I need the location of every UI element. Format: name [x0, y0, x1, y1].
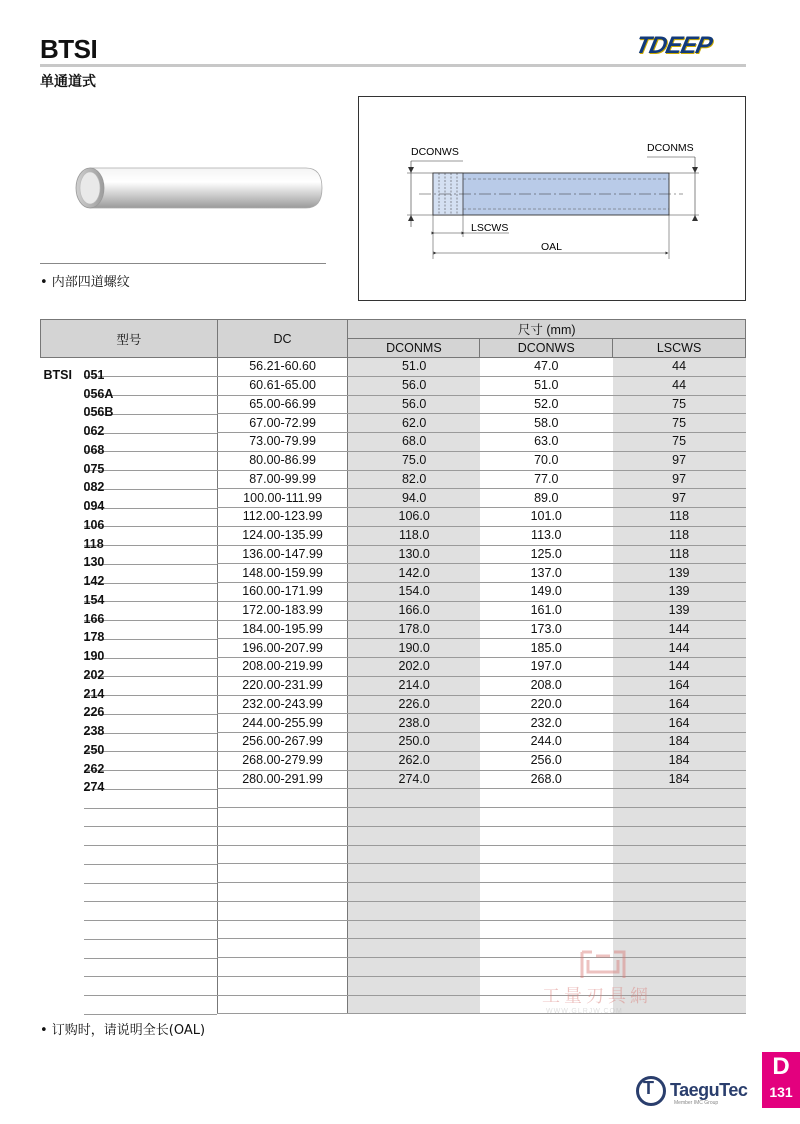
cell-model: [41, 883, 218, 902]
cell-dconms: 214.0: [348, 676, 480, 695]
table-row: [41, 714, 746, 733]
table-row: [41, 414, 746, 433]
cell-model: [41, 676, 218, 701]
cell-dconws: 51.0: [480, 376, 613, 395]
cell-dconms: 154.0: [348, 583, 480, 602]
cell-dc: [217, 958, 348, 977]
emblem-letter: T: [643, 1078, 654, 1098]
cell-model: [41, 733, 218, 757]
model-code: 056B: [83, 405, 114, 420]
cell-dc: 124.00-135.99: [217, 526, 348, 545]
cell-model: [41, 601, 218, 626]
cell-dc: 280.00-291.99: [217, 770, 348, 789]
model-code: 178: [83, 630, 105, 645]
cell-dconws: 161.0: [480, 601, 613, 620]
cell-lscws: 139: [613, 564, 746, 583]
cell-dconms: 56.0: [348, 395, 480, 414]
cell-dc: [217, 995, 348, 1014]
cell-dconws: [480, 789, 613, 808]
page-number: 131: [769, 1084, 793, 1100]
cell-dconws: 113.0: [480, 526, 613, 545]
cell-lscws: 164: [613, 676, 746, 695]
cell-dconms: 238.0: [348, 714, 480, 733]
tdeep-logo: [633, 32, 748, 62]
cell-model: [41, 901, 218, 920]
cell-model: [41, 845, 218, 864]
table-row: [41, 808, 746, 827]
watermark-text: 工量刃具網: [542, 986, 652, 1007]
cell-dc: 100.00-111.99: [217, 489, 348, 508]
cell-dconws: [480, 845, 613, 864]
table-row: [41, 789, 746, 808]
table-row: [41, 676, 746, 695]
cell-model: [41, 826, 218, 845]
cell-model: [41, 639, 218, 664]
cell-dconws: 52.0: [480, 395, 613, 414]
taegutec-logo: [636, 1074, 756, 1110]
cell-lscws: 139: [613, 583, 746, 602]
feature-note: • 内部四道螺纹: [40, 275, 130, 290]
tube-product-image: [60, 140, 330, 230]
cell-dc: [217, 789, 348, 808]
header-dconms: DCONMS: [348, 339, 480, 358]
table-row: [41, 545, 746, 564]
cell-dc: [217, 939, 348, 958]
cell-model: [41, 526, 218, 551]
cell-dc: 172.00-183.99: [217, 601, 348, 620]
cell-lscws: 118: [613, 526, 746, 545]
section-letter: D: [772, 1053, 790, 1080]
cell-model: [41, 658, 218, 682]
cell-dconms: 226.0: [348, 695, 480, 714]
cell-dconms: [348, 808, 480, 827]
cell-dconws: 208.0: [480, 676, 613, 695]
model-code: 075: [83, 461, 105, 476]
model-code: 094: [83, 499, 105, 514]
cell-dconms: 262.0: [348, 751, 480, 770]
cell-dconws: 256.0: [480, 751, 613, 770]
model-code: 202: [83, 667, 105, 682]
table-row: [41, 901, 746, 920]
cell-lscws: 75: [613, 414, 746, 433]
cell-dc: 73.00-79.99: [217, 433, 348, 452]
cell-dc: 232.00-243.99: [217, 695, 348, 714]
model-code: 238: [83, 724, 105, 739]
cell-model: [41, 770, 218, 795]
table-row: [41, 358, 746, 377]
cell-lscws: [613, 901, 746, 920]
cell-dconms: 56.0: [348, 376, 480, 395]
cell-model: [41, 564, 218, 589]
cell-lscws: [613, 883, 746, 902]
table-row: [41, 639, 746, 658]
cell-lscws: 44: [613, 376, 746, 395]
model-code: 082: [83, 480, 105, 495]
model-code: 056A: [83, 386, 114, 401]
cell-lscws: [613, 789, 746, 808]
cell-dc: [217, 826, 348, 845]
cell-dc: 268.00-279.99: [217, 751, 348, 770]
cell-dconms: 62.0: [348, 414, 480, 433]
cell-dc: 136.00-147.99: [217, 545, 348, 564]
cell-model: [41, 395, 218, 420]
cell-dconms: 202.0: [348, 658, 480, 677]
model-code: 118: [83, 536, 104, 551]
cell-lscws: 75: [613, 395, 746, 414]
cell-dconms: 130.0: [348, 545, 480, 564]
table-row: [41, 864, 746, 883]
table-row: [41, 601, 746, 620]
model-code: 250: [83, 742, 105, 757]
cell-dconms: 94.0: [348, 489, 480, 508]
table-row: [41, 489, 746, 508]
cell-dc: 60.61-65.00: [217, 376, 348, 395]
cell-lscws: 118: [613, 508, 746, 527]
cell-lscws: 144: [613, 639, 746, 658]
cell-dc: 148.00-159.99: [217, 564, 348, 583]
model-prefix: BTSI: [43, 368, 72, 383]
section-tab: [762, 1052, 800, 1108]
cell-dc: [217, 864, 348, 883]
spec-table: [40, 319, 746, 1014]
cell-dc: [217, 883, 348, 902]
model-code: 190: [83, 649, 105, 664]
cell-lscws: 144: [613, 658, 746, 677]
model-code: 130: [83, 555, 105, 570]
cell-model: [41, 958, 218, 977]
cell-model: [41, 451, 218, 476]
cell-lscws: 97: [613, 489, 746, 508]
cell-model: [41, 358, 218, 383]
cell-dconms: [348, 958, 480, 977]
header-model: 型号: [41, 320, 218, 358]
header-lscws: LSCWS: [613, 339, 746, 358]
table-row: [41, 470, 746, 489]
table-row: [41, 451, 746, 470]
cell-lscws: 44: [613, 358, 746, 377]
model-code: 262: [83, 761, 105, 776]
cell-dc: 56.21-60.60: [217, 358, 348, 377]
cell-dconws: 268.0: [480, 770, 613, 789]
table-row: [41, 376, 746, 395]
label-dconws-left: DCONWS: [411, 146, 459, 158]
cell-dconws: [480, 808, 613, 827]
cell-lscws: 97: [613, 470, 746, 489]
cell-dconws: 232.0: [480, 714, 613, 733]
cell-dconws: 70.0: [480, 451, 613, 470]
cell-lscws: [613, 864, 746, 883]
cell-dc: [217, 976, 348, 995]
cell-lscws: 184: [613, 751, 746, 770]
cell-dconws: 47.0: [480, 358, 613, 377]
table-row: [41, 433, 746, 452]
feature-divider: [40, 263, 326, 264]
cell-dconws: [480, 864, 613, 883]
cell-dconws: 125.0: [480, 545, 613, 564]
table-row: [41, 395, 746, 414]
cell-lscws: 164: [613, 714, 746, 733]
table-row: [41, 826, 746, 845]
model-code: 274: [83, 780, 105, 795]
cell-dconms: 118.0: [348, 526, 480, 545]
table-row: [41, 751, 746, 770]
page-subtitle: 单通道式: [40, 74, 96, 90]
model-code: 154: [83, 592, 105, 607]
cell-dconms: 250.0: [348, 733, 480, 752]
cell-model: [41, 508, 218, 532]
cell-lscws: 75: [613, 433, 746, 452]
cell-dconms: [348, 826, 480, 845]
cell-model: [41, 433, 218, 457]
cell-model: [41, 789, 218, 808]
cell-lscws: [613, 826, 746, 845]
model-code: 068: [83, 442, 105, 457]
cell-dc: 208.00-219.99: [217, 658, 348, 677]
cell-dconms: 178.0: [348, 620, 480, 639]
cell-dc: 65.00-66.99: [217, 395, 348, 414]
cell-dc: 244.00-255.99: [217, 714, 348, 733]
cell-dconws: [480, 883, 613, 902]
table-row: [41, 920, 746, 939]
cell-dconms: 166.0: [348, 601, 480, 620]
cell-dc: 256.00-267.99: [217, 733, 348, 752]
cell-dconms: 75.0: [348, 451, 480, 470]
cell-model: [41, 376, 218, 401]
cell-dconws: 101.0: [480, 508, 613, 527]
cell-dconws: 89.0: [480, 489, 613, 508]
cell-dconms: 68.0: [348, 433, 480, 452]
cell-dconws: 58.0: [480, 414, 613, 433]
cell-lscws: [613, 808, 746, 827]
cell-dconws: 173.0: [480, 620, 613, 639]
header-dconws: DCONWS: [480, 339, 613, 358]
cell-dconms: 274.0: [348, 770, 480, 789]
table-row: [41, 583, 746, 602]
cell-dc: 87.00-99.99: [217, 470, 348, 489]
model-code: 166: [83, 611, 105, 626]
watermark: [536, 950, 676, 1020]
cell-dconms: [348, 789, 480, 808]
table-row: [41, 658, 746, 677]
cell-dc: 67.00-72.99: [217, 414, 348, 433]
cell-dc: 112.00-123.99: [217, 508, 348, 527]
cell-lscws: 118: [613, 545, 746, 564]
cell-dc: [217, 901, 348, 920]
table-row: [41, 508, 746, 527]
cell-dconws: 244.0: [480, 733, 613, 752]
brand-text: TDEEP: [633, 32, 714, 59]
table-row: [41, 770, 746, 789]
cell-dconws: 137.0: [480, 564, 613, 583]
table-row: [41, 526, 746, 545]
cell-model: [41, 545, 218, 570]
cell-dc: 160.00-171.99: [217, 583, 348, 602]
cell-dconms: [348, 920, 480, 939]
cell-lscws: 139: [613, 601, 746, 620]
cell-dconws: 149.0: [480, 583, 613, 602]
cell-dc: 80.00-86.99: [217, 451, 348, 470]
table-row: [41, 883, 746, 902]
cell-lscws: [613, 845, 746, 864]
cell-dconms: [348, 939, 480, 958]
model-code: 226: [83, 705, 105, 720]
cell-model: [41, 470, 218, 495]
order-footnote: • 订购时，请说明全长(OAL): [40, 1023, 206, 1038]
cell-dconws: [480, 920, 613, 939]
cell-model: [41, 583, 218, 607]
title-divider: [40, 64, 746, 67]
model-code: 142: [83, 574, 105, 589]
table-row: [41, 733, 746, 752]
cell-lscws: 144: [613, 620, 746, 639]
cell-dconws: [480, 901, 613, 920]
company-tagline: Member IMC Group: [674, 1100, 719, 1106]
cell-model: [41, 620, 218, 645]
cell-model: [41, 939, 218, 958]
cell-dconws: 77.0: [480, 470, 613, 489]
cell-dc: [217, 845, 348, 864]
model-code: 106: [83, 517, 105, 532]
cell-dc: 184.00-195.99: [217, 620, 348, 639]
cell-lscws: 184: [613, 733, 746, 752]
model-code: 062: [83, 424, 105, 439]
cell-model: [41, 751, 218, 776]
cell-dconms: 82.0: [348, 470, 480, 489]
spec-table-body: [41, 358, 746, 1014]
watermark-url: WWW.GLRJW.COM: [546, 1008, 623, 1015]
cell-dconms: 190.0: [348, 639, 480, 658]
cell-model: [41, 414, 218, 439]
cell-lscws: 97: [613, 451, 746, 470]
cell-model: [41, 695, 218, 720]
cell-model: [41, 808, 218, 827]
cell-lscws: 164: [613, 695, 746, 714]
model-code: 214: [83, 686, 105, 701]
cell-model: [41, 920, 218, 939]
page-title: BTSI: [40, 34, 98, 64]
table-row: [41, 845, 746, 864]
cell-model: [41, 714, 218, 739]
cell-dc: [217, 920, 348, 939]
cell-dconws: 220.0: [480, 695, 613, 714]
cell-dconms: [348, 883, 480, 902]
cell-dconws: 185.0: [480, 639, 613, 658]
cell-dconws: 63.0: [480, 433, 613, 452]
cell-model: [41, 864, 218, 883]
company-name: TaeguTec: [670, 1080, 748, 1100]
cell-dconws: [480, 826, 613, 845]
cell-model: [41, 976, 218, 995]
header-dc: DC: [217, 320, 348, 358]
label-lscws: LSCWS: [471, 222, 509, 234]
label-dconms-right: DCONMS: [647, 142, 694, 154]
cell-model: [41, 995, 218, 1014]
dimension-diagram: [358, 96, 746, 301]
cell-model: [41, 489, 218, 514]
cell-dconws: 197.0: [480, 658, 613, 677]
table-row: [41, 620, 746, 639]
cell-dconms: [348, 901, 480, 920]
cell-lscws: 184: [613, 770, 746, 789]
table-row: [41, 564, 746, 583]
label-oal: OAL: [541, 241, 563, 253]
cell-dc: 196.00-207.99: [217, 639, 348, 658]
cell-dconms: [348, 995, 480, 1014]
cell-dc: [217, 808, 348, 827]
cell-dconms: [348, 976, 480, 995]
model-code: 051: [83, 368, 105, 383]
cell-dconms: 51.0: [348, 358, 480, 377]
cell-dconms: 142.0: [348, 564, 480, 583]
header-dimension-group: 尺寸 (mm): [348, 320, 746, 339]
cell-dc: 220.00-231.99: [217, 676, 348, 695]
cell-dconms: [348, 845, 480, 864]
cell-dconms: [348, 864, 480, 883]
cell-dconms: 106.0: [348, 508, 480, 527]
cell-lscws: [613, 920, 746, 939]
table-row: [41, 695, 746, 714]
